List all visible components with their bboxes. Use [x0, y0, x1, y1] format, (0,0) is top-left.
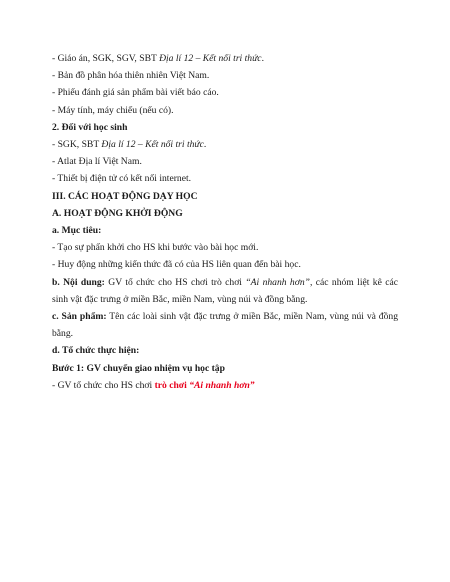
step1-heading: Bước 1: GV chuyển giao nhiệm vụ học tập	[52, 362, 225, 374]
highlighted-game-name: “Ai nhanh hơn”	[189, 379, 255, 391]
subsection-heading-warmup: A. HOẠT ĐỘNG KHỞI ĐỘNG	[52, 207, 183, 219]
objective-item-prior-knowledge: - Huy động những kiến thức đã có của HS liên quan đến bài học.	[52, 259, 301, 271]
material-item-lesson-plan: - Giáo án, SGK, SGV, SBT Địa lí 12 – Kết nối tri thức.	[52, 53, 264, 64]
section-heading-activities: III. CÁC HOẠT ĐỘNG DẠY HỌC	[52, 190, 198, 202]
student-item-device: - Thiết bị điện tử có kết nối internet.	[52, 173, 192, 185]
material-item-evaluation-sheet: - Phiếu đánh giá sản phẩm bài viết báo cáo.	[52, 87, 219, 99]
student-item-atlas: - Atlat Địa lí Việt Nam.	[52, 156, 142, 168]
product-paragraph: c. Sản phẩm: Tên các loài sinh vật đặc trưng ở miền Bắc, miền Nam, vùng núi và đồng bằng.	[52, 311, 398, 340]
content-paragraph: b. Nội dung: GV tổ chức cho HS chơi trò chơi “Ai nhanh hơn”, các nhóm liệt kê các sinh vật đặc trưng ở miền Bắc, miền Nam, vùng núi và đồng bằng.	[52, 276, 398, 305]
material-item-computer: - Máy tính, máy chiếu (nếu có).	[52, 104, 174, 116]
highlighted-game-text: trò chơi	[154, 379, 190, 391]
student-item-textbook: - SGK, SBT Địa lí 12 – Kết nối tri thức.	[52, 139, 207, 151]
step1-item: - GV tổ chức cho HS chơi trò chơi “Ai nhanh hơn”	[52, 379, 255, 391]
organization-heading: d. Tổ chức thực hiện:	[52, 345, 140, 357]
students-heading: 2. Đối với học sinh	[52, 121, 128, 133]
document-content	[52, 50, 398, 394]
objective-heading: a. Mục tiêu:	[52, 225, 102, 237]
objective-item-excitement: - Tạo sự phấn khởi cho HS khi bước vào bài học mới.	[52, 242, 259, 254]
material-item-map: - Bản đồ phân hóa thiên nhiên Việt Nam.	[52, 70, 210, 82]
